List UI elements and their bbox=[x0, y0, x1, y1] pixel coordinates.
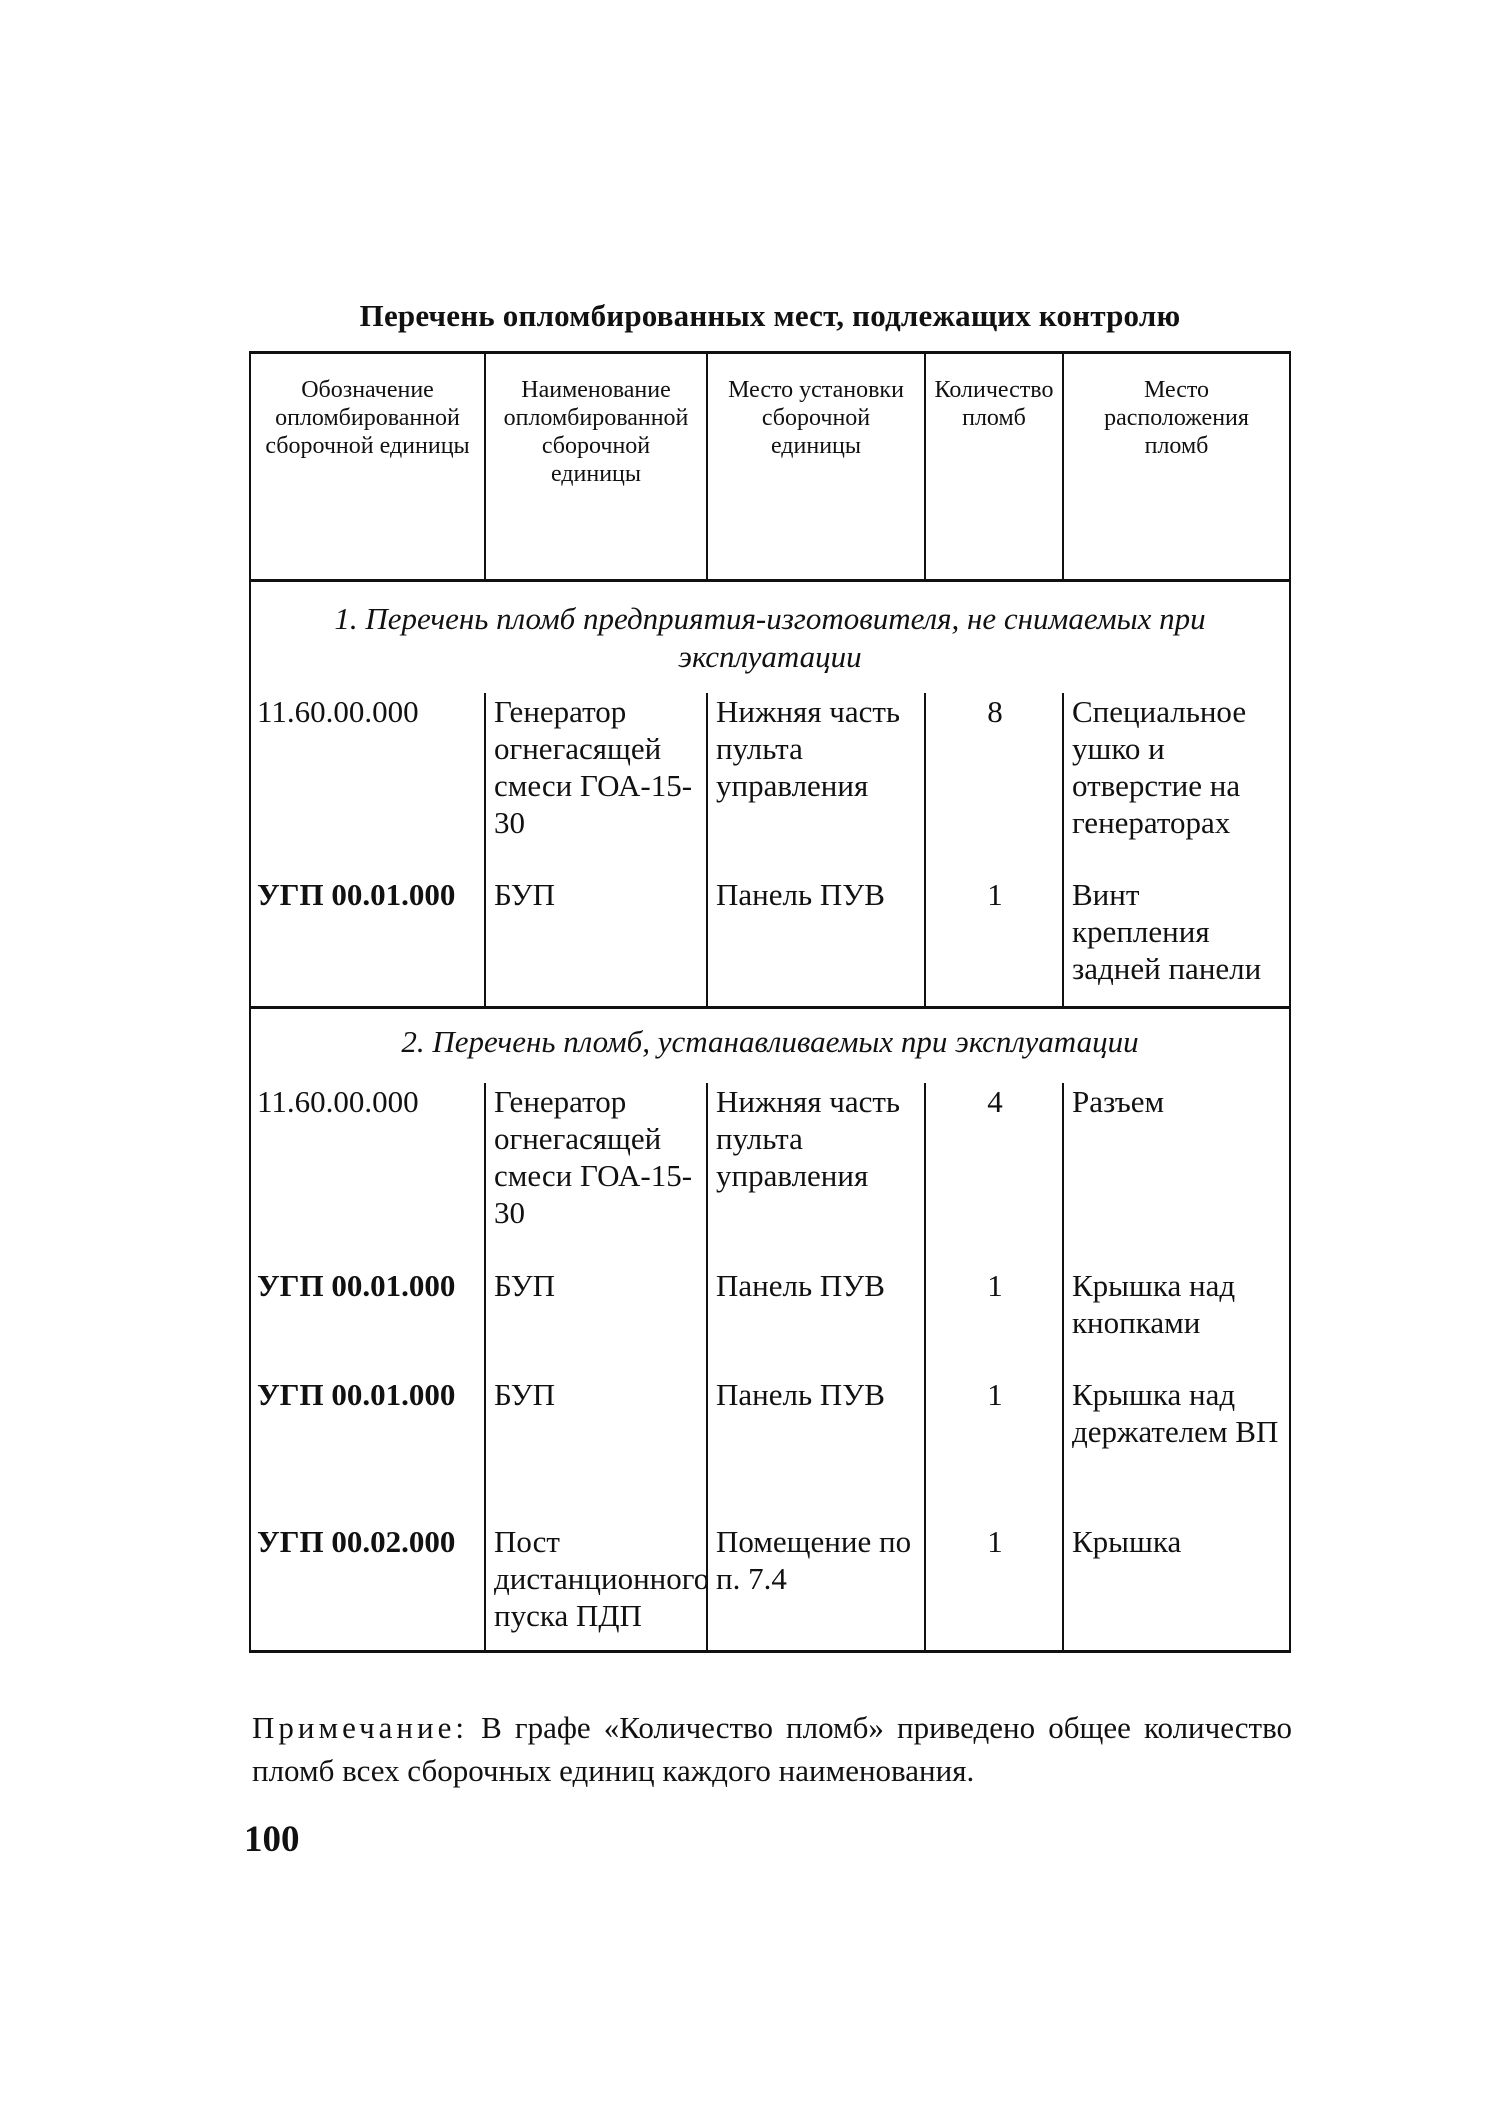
section-heading-1 bbox=[250, 581, 1290, 694]
cell-name: Генератор огнегасящей смеси ГОА-15-30 bbox=[485, 693, 707, 876]
cell-name: БУП bbox=[485, 876, 707, 1008]
header-designation: Обозначение опломбированной сборочной единицы bbox=[250, 353, 485, 581]
section-heading-2 bbox=[250, 1008, 1290, 1084]
note-text: В графе «Количество пломб» приведено общее количество пломб всех сборочных единиц каждого наименования. bbox=[252, 1710, 1292, 1788]
header-seal-location: Место расположения пломб bbox=[1063, 353, 1290, 581]
table-row bbox=[250, 1267, 1290, 1376]
cell-seal-location: Крышка над кнопками bbox=[1063, 1267, 1290, 1376]
section-1-title: 1. Перечень пломб предприятия-изготовителя, не снимаемых при эксплуатации bbox=[250, 581, 1290, 694]
header-seal-count: Количество пломб bbox=[925, 353, 1063, 581]
header-install-place: Место установки сборочной единицы bbox=[707, 353, 925, 581]
cell-install-place: Панель ПУВ bbox=[707, 876, 925, 1008]
section-2-title: 2. Перечень пломб, устанавливаемых при эксплуатации bbox=[250, 1008, 1290, 1084]
table-row bbox=[250, 876, 1290, 1008]
cell-install-place: Помещение по п. 7.4 bbox=[707, 1523, 925, 1652]
table-row bbox=[250, 693, 1290, 876]
cell-name: БУП bbox=[485, 1376, 707, 1523]
cell-seal-location: Разъем bbox=[1063, 1083, 1290, 1267]
note-label: Примечание: bbox=[252, 1710, 468, 1745]
cell-install-place: Нижняя часть пульта управления bbox=[707, 1083, 925, 1267]
table-note bbox=[252, 1706, 1292, 1792]
sealed-places-table bbox=[249, 351, 1291, 1653]
header-name: Наименование опломбированной сборочной единицы bbox=[485, 353, 707, 581]
table-row bbox=[250, 1523, 1290, 1652]
cell-name: Пост дистанционного пуска ПДП bbox=[485, 1523, 707, 1652]
cell-designation: УГП 00.01.000 bbox=[250, 1376, 485, 1523]
cell-designation: УГП 00.01.000 bbox=[250, 876, 485, 1008]
cell-seal-location: Винт крепления задней панели bbox=[1063, 876, 1290, 1008]
cell-designation: УГП 00.01.000 bbox=[250, 1267, 485, 1376]
cell-seal-count: 8 bbox=[925, 693, 1063, 876]
cell-seal-location: Крышка над держателем ВП bbox=[1063, 1376, 1290, 1523]
cell-seal-count: 1 bbox=[925, 1267, 1063, 1376]
table-header-row bbox=[250, 353, 1290, 581]
cell-seal-location: Крышка bbox=[1063, 1523, 1290, 1652]
cell-seal-count: 1 bbox=[925, 1523, 1063, 1652]
cell-install-place: Панель ПУВ bbox=[707, 1376, 925, 1523]
cell-designation: 11.60.00.000 bbox=[250, 1083, 485, 1267]
cell-seal-count: 1 bbox=[925, 876, 1063, 1008]
table-title: Перечень опломбированных мест, подлежащих контролю bbox=[359, 298, 1181, 333]
cell-designation: 11.60.00.000 bbox=[250, 693, 485, 876]
cell-seal-count: 4 bbox=[925, 1083, 1063, 1267]
cell-install-place: Нижняя часть пульта управления bbox=[707, 693, 925, 876]
cell-install-place: Панель ПУВ bbox=[707, 1267, 925, 1376]
cell-seal-location: Специальное ушко и отверстие на генераторах bbox=[1063, 693, 1290, 876]
cell-designation: УГП 00.02.000 bbox=[250, 1523, 485, 1652]
cell-name: БУП bbox=[485, 1267, 707, 1376]
page-number: 100 bbox=[244, 1819, 300, 1860]
cell-seal-count: 1 bbox=[925, 1376, 1063, 1523]
cell-name: Генератор огнегасящей смеси ГОА-15-30 bbox=[485, 1083, 707, 1267]
table-row bbox=[250, 1376, 1290, 1523]
table-row bbox=[250, 1083, 1290, 1267]
